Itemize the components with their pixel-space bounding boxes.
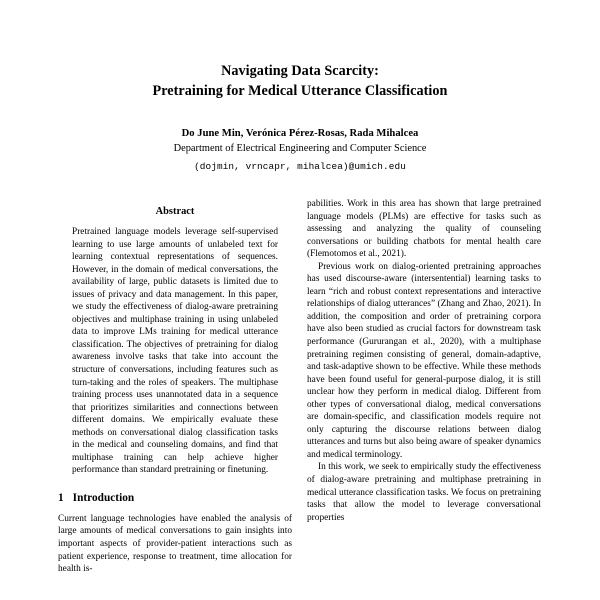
section-number: 1 xyxy=(58,491,64,504)
left-column xyxy=(58,198,292,600)
section-heading-introduction xyxy=(58,492,292,504)
page-title xyxy=(0,62,600,101)
abstract-paragraph: Pretrained language models leverage self-supervised learning to use large amounts of unlabeled text for learning contextual representations of sequences. However, in the domain of medical conversations, the availability of large, public datasets is limited due to issues of privacy and data management. In this paper, we study the effectiveness of dialog-aware pretraining objectives and multiphase training in using unlabeled data to improve LMs training for medical utterance classification. The objectives of pretraining for dialog awareness involve tasks that take into account the structure of conversations, including features such as turn-taking and the roles of speakers. The multiphase training process uses unannotated data in a sequence that prioritizes similarities and connections between different domains. We empirically evaluate these methods on conversational dialog classification tasks in the medical and counseling domains, and find that multiphase training can help achieve higher performance than standard pretraining or finetuning. xyxy=(72,227,278,476)
right-column xyxy=(307,198,541,600)
abstract-heading: Abstract xyxy=(155,206,195,217)
two-column-body xyxy=(0,198,600,600)
title-line-1: Navigating Data Scarcity: xyxy=(221,63,379,79)
title-line-2: Pretraining for Medical Utterance Classification xyxy=(152,82,448,99)
author-list: Do June Min, Verónica Pérez-Rosas, Rada Mihalcea xyxy=(181,128,419,139)
author-emails: (dojmin, vrncapr, mihalcea)@umich.edu xyxy=(194,160,406,172)
right-paragraph-2: Previous work on dialog-oriented pretraining approaches has used discourse-aware (intersentential) learning tasks to learn “rich and robust context representations and interactive relationships of dialog utterances” (Zhang and Zhao, 2021). In addition, the composition and order of pretraining corpora have also been studied as crucial factors for downstream task performance (Gururangan et al., 2020), with a multiphase pretraining regimen consisting of general, domain-adaptive, and task-adaptive shown to be effective. While these methods have been found useful for general-purpose dialog, it is still unclear how they perform in medical dialog. Different from other types of conversational dialog, medical conversations are domain-specific, and classification models require not only capturing the discourse relations between dialog utterances and turns but also being aware of speaker dynamics and medical terminology. xyxy=(307,261,541,460)
abstract-body xyxy=(72,226,278,477)
title-block xyxy=(0,0,600,174)
section-title: Introduction xyxy=(72,491,135,504)
right-paragraph-3: In this work, we seek to empirically study the effectiveness of dialog-aware pretraining and multiphase pretraining in medical utterance classification tasks. We focus on pretraining tasks that allow the model to leverage conversational properties xyxy=(307,462,541,523)
intro-paragraph-1: Current language technologies have enabled the analysis of large amounts of medical conversations to gain insights into important aspects of provider-patient interactions such as patient experience, response to treatment, time allocation for health is- xyxy=(58,513,292,575)
affiliation: Department of Electrical Engineering and Computer Science xyxy=(173,143,427,154)
right-paragraph-continued: pabilities. Work in this area has shown that large pretrained language models (PLMs) are effective for tasks such as assessing and analyzing the quality of counseling conversations or building chatbots for mental health care (Flemotomos et al., 2021). xyxy=(307,199,541,260)
